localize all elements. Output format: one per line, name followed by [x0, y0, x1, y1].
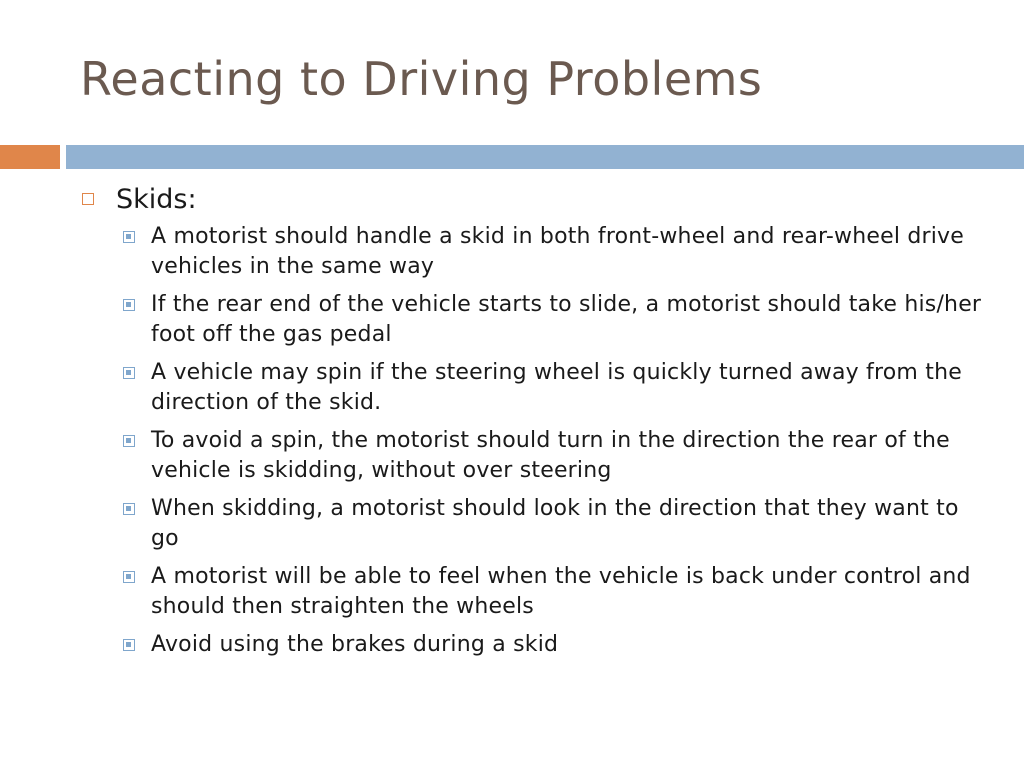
bullet-text: If the rear end of the vehicle starts to slide, a motorist should take his/her foot off the gas pedal	[151, 292, 982, 347]
square-bullet-icon	[123, 435, 135, 447]
hollow-square-bullet-icon	[82, 193, 94, 205]
bullet-text: A motorist should handle a skid in both front-wheel and rear-wheel drive vehicles in the same way	[151, 224, 965, 279]
list-item	[82, 494, 982, 554]
accent-bar-blue	[66, 145, 1024, 169]
list-item	[82, 290, 982, 350]
bullet-text: To avoid a spin, the motorist should turn in the direction the rear of the vehicle is skidding, without over steering	[151, 428, 950, 483]
list-item	[82, 358, 982, 418]
bullet-text: Avoid using the brakes during a skid	[151, 632, 559, 657]
bullet-list	[82, 222, 982, 660]
bullet-text: A vehicle may spin if the steering wheel is quickly turned away from the direction of the skid.	[151, 360, 962, 415]
square-bullet-icon	[123, 299, 135, 311]
section-skids	[82, 182, 982, 218]
bullet-text: When skidding, a motorist should look in the direction that they want to go	[151, 496, 959, 551]
square-bullet-icon	[123, 367, 135, 379]
slide-content	[82, 182, 982, 660]
list-item	[82, 426, 982, 486]
list-item	[82, 562, 982, 622]
list-item	[82, 630, 982, 660]
accent-bar-orange	[0, 145, 60, 169]
square-bullet-icon	[123, 231, 135, 243]
square-bullet-icon	[123, 639, 135, 651]
square-bullet-icon	[123, 503, 135, 515]
slide-title: Reacting to Driving Problems	[80, 52, 763, 106]
bullet-text: A motorist will be able to feel when the vehicle is back under control and should then straighten the wheels	[151, 564, 971, 619]
square-bullet-icon	[123, 571, 135, 583]
list-item	[82, 222, 982, 282]
section-heading: Skids:	[116, 184, 197, 215]
